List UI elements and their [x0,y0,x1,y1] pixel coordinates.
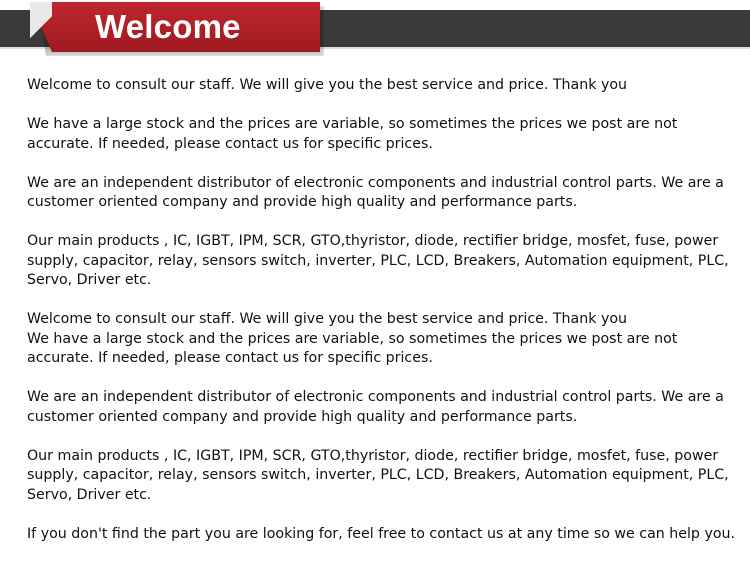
paragraph-products-1: Our main products , IC, IGBT, IPM, SCR, GTO,thyristor, diode, rectifier bridge, mosfet, fuse, power supply, capacitor, relay, sensors switch, inverter, PLC, LCD, Breakers, Automation equipment, PLC, Servo, Driver etc. [27,233,729,288]
page-title: Welcome [95,8,241,45]
paragraph-spacer [27,505,739,525]
paragraph-spacer [27,369,739,389]
paragraph-welcome-1: Welcome to consult our staff. We will give you the best service and price. Thank you [27,77,628,93]
paragraph-spacer [27,96,739,116]
paragraph-contact: If you don't find the part you are looking for, feel free to contact us at any time so we can help you. [27,525,736,542]
paragraph-stock-1: We have a large stock and the prices are variable, so sometimes the prices we post are not accurate. If needed, please contact us for specific prices. [27,116,678,152]
paragraph-products-2: Our main products , IC, IGBT, IPM, SCR, GTO,thyristor, diode, rectifier bridge, mosfet, fuse, power supply, capacitor, relay, sensors switch, inverter, PLC, LCD, Breakers, Automation equipment, PLC, Servo, Driver etc. [27,447,729,503]
paragraph-distributor-2: We are an independent distributor of electronic components and industrial control parts. We are a customer oriented company and provide high quality and performance parts. [27,389,724,425]
paragraph-welcome-2: Welcome to consult our staff. We will give you the best service and price. Thank you [27,311,628,327]
paragraph-spacer [27,154,739,174]
paragraph-distributor-1: We are an independent distributor of electronic components and industrial control parts. We are a customer oriented company and provide high quality and performance parts. [27,174,724,210]
ribbon-fold [30,2,52,52]
paragraph-spacer [27,291,739,311]
paragraph-stock-2: We have a large stock and the prices are variable, so sometimes the prices we post are not accurate. If needed, please contact us for specific prices. [27,330,678,366]
paragraph-spacer [27,213,739,233]
paragraph-spacer [27,427,739,447]
welcome-banner [0,0,750,62]
content-body [27,76,739,544]
